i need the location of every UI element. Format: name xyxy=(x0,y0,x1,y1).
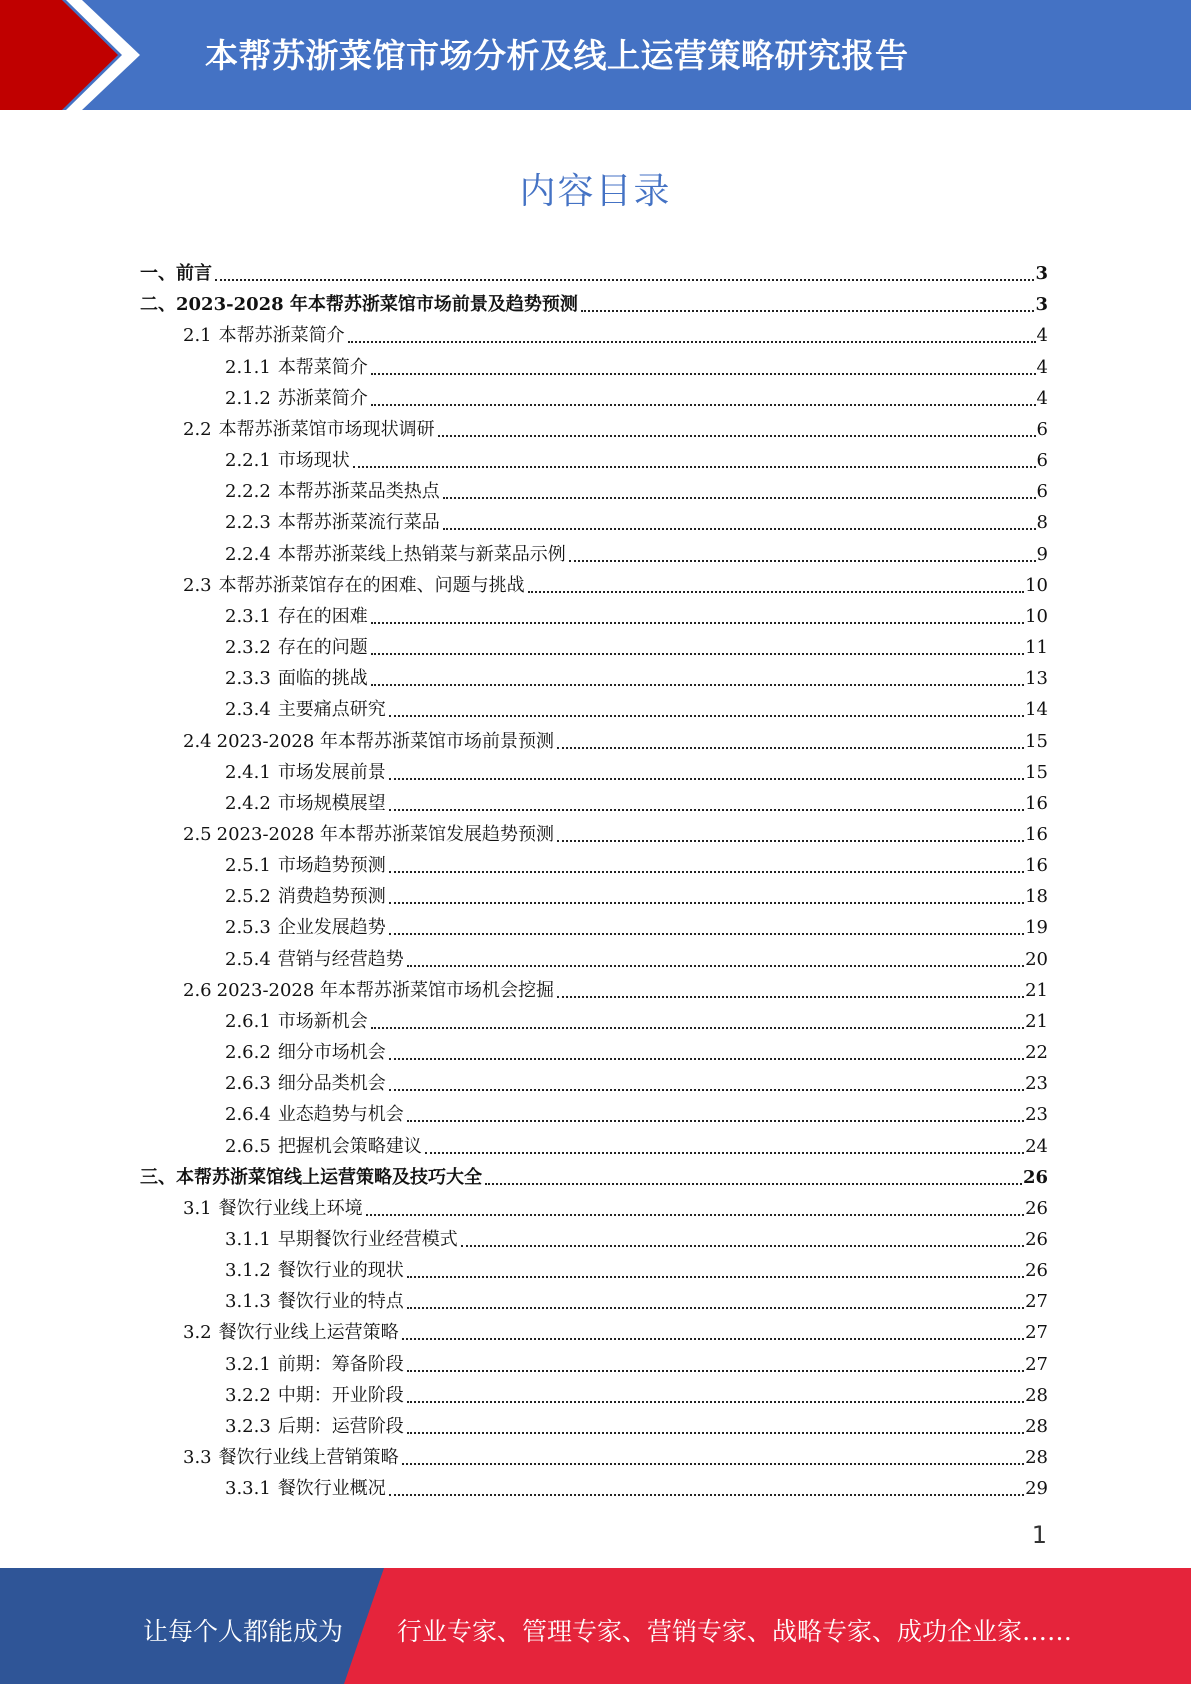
toc-entry[interactable] xyxy=(140,971,1048,1002)
toc-dot-leader xyxy=(389,715,1024,717)
toc-dot-leader xyxy=(371,622,1024,624)
toc-entry-page: 21 xyxy=(1025,1010,1048,1032)
footer-slogan-right: 行业专家、管理专家、营销专家、战略专家、成功企业家…… xyxy=(397,1617,1073,1646)
toc-entry-number: 2.3.1 xyxy=(225,605,271,627)
toc-entry-label: 苏浙菜简介 xyxy=(277,387,368,409)
toc-entry-label: 餐饮行业的现状 xyxy=(277,1260,404,1282)
toc-entry-number: 2.6.3 xyxy=(225,1073,271,1095)
toc-entry-page: 4 xyxy=(1036,325,1048,347)
toc-dot-leader xyxy=(402,1338,1024,1340)
toc-dot-leader xyxy=(461,1245,1024,1247)
toc-entry[interactable] xyxy=(140,534,1048,565)
toc-entry-label: 三、本帮苏浙菜馆线上运营策略及技巧大全 xyxy=(140,1166,482,1188)
toc-entry-number: 2.6.2 xyxy=(225,1042,271,1064)
toc-entry-page: 11 xyxy=(1025,637,1048,659)
toc-dot-leader xyxy=(407,1276,1024,1278)
toc-entry-page: 6 xyxy=(1036,450,1048,472)
toc-entry-label: 2023-2028 年本帮苏浙菜馆市场机会挖掘 xyxy=(216,979,555,1001)
toc-entry[interactable] xyxy=(140,347,1048,378)
toc-entry[interactable] xyxy=(140,1469,1048,1500)
toc-entry-number: 2.5.1 xyxy=(225,855,271,877)
toc-dot-leader xyxy=(353,466,1036,468)
toc-entry-number: 2.6 xyxy=(183,979,212,1001)
toc-entry[interactable] xyxy=(140,1189,1048,1220)
toc-entry-page: 28 xyxy=(1025,1415,1048,1437)
toc-entry-number: 3.1.2 xyxy=(225,1260,271,1282)
toc-entry-page: 26 xyxy=(1022,1166,1048,1188)
toc-entry-number: 2.2.1 xyxy=(225,450,271,472)
toc-dot-leader xyxy=(371,1027,1024,1029)
toc-entry-label: 市场发展前景 xyxy=(277,761,386,783)
toc-heading: 内容目录 xyxy=(519,171,672,212)
toc-entry[interactable] xyxy=(140,815,1048,846)
report-footer-band xyxy=(0,1568,1191,1684)
table-of-contents xyxy=(140,254,1048,1500)
toc-entry-number: 3.2.3 xyxy=(225,1415,271,1437)
toc-dot-leader xyxy=(389,871,1024,873)
toc-entry-number: 3.1 xyxy=(183,1197,212,1219)
toc-dot-leader xyxy=(371,684,1024,686)
toc-entry-number: 2.3.2 xyxy=(225,637,271,659)
toc-dot-leader xyxy=(557,996,1024,998)
toc-entry[interactable] xyxy=(140,690,1048,721)
toc-entry-label: 主要痛点研究 xyxy=(277,699,386,721)
toc-dot-leader xyxy=(389,1058,1024,1060)
toc-entry-label: 餐饮行业线上环境 xyxy=(218,1197,363,1219)
toc-entry[interactable] xyxy=(140,1407,1048,1438)
toc-entry-number: 2.2.4 xyxy=(225,543,271,565)
toc-entry[interactable] xyxy=(140,753,1048,784)
toc-entry-number: 2.4.2 xyxy=(225,792,271,814)
footer-slogan-left: 让每个人都能成为 xyxy=(143,1617,344,1646)
toc-entry[interactable] xyxy=(140,254,1048,285)
toc-entry[interactable] xyxy=(140,316,1048,347)
toc-entry-number: 2.6.4 xyxy=(225,1104,271,1126)
toc-entry-page: 3 xyxy=(1035,263,1048,285)
toc-entry[interactable] xyxy=(140,721,1048,752)
toc-entry-page: 8 xyxy=(1036,512,1048,534)
toc-dot-leader xyxy=(557,840,1024,842)
toc-entry-page: 4 xyxy=(1036,387,1048,409)
toc-entry-page: 27 xyxy=(1025,1322,1048,1344)
toc-entry-page: 26 xyxy=(1025,1229,1048,1250)
toc-entry-page: 28 xyxy=(1025,1447,1048,1469)
toc-entry-number: 2.3.4 xyxy=(225,699,271,721)
header-chevron-decoration xyxy=(0,0,160,110)
toc-entry-page: 16 xyxy=(1025,792,1048,814)
toc-entry-label: 本帮菜简介 xyxy=(277,356,368,378)
toc-dot-leader xyxy=(371,373,1036,375)
toc-dot-leader xyxy=(215,279,1034,281)
toc-entry[interactable] xyxy=(140,503,1048,534)
toc-entry-label: 市场现状 xyxy=(277,450,350,472)
toc-entry-page: 9 xyxy=(1036,543,1048,565)
toc-entry-number: 2.4 xyxy=(183,730,212,752)
toc-entry[interactable] xyxy=(140,1126,1048,1157)
toc-dot-leader xyxy=(389,1494,1024,1496)
toc-entry-number: 2.5 xyxy=(183,823,212,845)
toc-entry-label: 面临的挑战 xyxy=(277,668,368,690)
toc-dot-leader xyxy=(366,1214,1024,1216)
toc-dot-leader xyxy=(581,310,1035,312)
toc-entry-label: 本帮苏浙菜简介 xyxy=(218,325,345,347)
toc-dot-leader xyxy=(407,1401,1024,1403)
toc-entry-number: 3.2.2 xyxy=(225,1384,271,1406)
toc-dot-leader xyxy=(528,591,1024,593)
toc-entry-number: 2.1.1 xyxy=(225,356,271,378)
toc-entry-page: 23 xyxy=(1025,1104,1048,1126)
toc-entry[interactable] xyxy=(140,1095,1048,1126)
toc-entry-label: 细分品类机会 xyxy=(277,1073,386,1095)
toc-entry-label: 市场新机会 xyxy=(277,1010,368,1032)
toc-entry-label: 营销与经营趋势 xyxy=(277,948,404,970)
toc-entry-page: 20 xyxy=(1025,948,1048,970)
toc-entry-page: 4 xyxy=(1036,356,1048,378)
toc-entry-page: 16 xyxy=(1025,855,1048,877)
toc-entry[interactable] xyxy=(140,1438,1048,1469)
toc-dot-leader xyxy=(371,404,1036,406)
toc-entry-label: 本帮苏浙菜品类热点 xyxy=(277,481,440,503)
toc-entry-number: 2.5.4 xyxy=(225,948,271,970)
toc-entry-label: 前期：筹备阶段 xyxy=(277,1353,404,1375)
toc-entry-number: 2.5.3 xyxy=(225,917,271,939)
toc-entry-page: 3 xyxy=(1035,294,1048,316)
toc-dot-leader xyxy=(438,435,1036,437)
toc-entry-number: 3.1.3 xyxy=(225,1291,271,1313)
toc-entry-label: 本帮苏浙菜馆市场现状调研 xyxy=(218,418,435,440)
toc-entry-number: 2.3 xyxy=(183,574,212,596)
toc-entry-page: 14 xyxy=(1025,699,1048,721)
toc-entry-page: 27 xyxy=(1025,1353,1048,1375)
toc-entry[interactable] xyxy=(140,410,1048,441)
toc-entry-number: 2.4.1 xyxy=(225,761,271,783)
toc-entry-label: 存在的问题 xyxy=(277,637,368,659)
toc-entry-number: 2.5.2 xyxy=(225,886,271,908)
toc-entry-number: 2.1 xyxy=(183,325,212,347)
toc-dot-leader xyxy=(407,965,1024,967)
toc-entry-page: 27 xyxy=(1025,1291,1048,1313)
toc-entry-page: 15 xyxy=(1025,730,1048,752)
toc-entry-number: 2.2.3 xyxy=(225,512,271,534)
toc-entry-label: 一、前言 xyxy=(140,263,212,285)
toc-dot-leader xyxy=(348,341,1036,343)
toc-entry-number: 2.6.5 xyxy=(225,1135,271,1157)
toc-entry-label: 餐饮行业概况 xyxy=(277,1478,386,1500)
toc-dot-leader xyxy=(425,1152,1024,1154)
toc-entry[interactable] xyxy=(140,1158,1048,1189)
toc-entry-label: 餐饮行业线上营销策略 xyxy=(218,1447,399,1469)
toc-entry-page: 6 xyxy=(1036,481,1048,503)
report-header-band xyxy=(0,0,1191,110)
toc-entry-number: 3.2.1 xyxy=(225,1353,271,1375)
toc-entry-label: 2023-2028 年本帮苏浙菜馆市场前景预测 xyxy=(216,730,555,752)
toc-dot-leader xyxy=(443,497,1036,499)
toc-entry-page: 28 xyxy=(1025,1384,1048,1406)
toc-entry-label: 餐饮行业线上运营策略 xyxy=(218,1322,399,1344)
toc-entry-page: 6 xyxy=(1036,418,1048,440)
toc-dot-leader xyxy=(389,778,1024,780)
toc-entry[interactable] xyxy=(140,628,1048,659)
toc-entry-label: 二、2023-2028 年本帮苏浙菜馆市场前景及趋势预测 xyxy=(140,294,578,316)
toc-entry[interactable] xyxy=(140,566,1048,597)
report-title: 本帮苏浙菜馆市场分析及线上运营策略研究报告 xyxy=(205,36,909,75)
toc-dot-leader xyxy=(402,1463,1024,1465)
toc-entry-label: 企业发展趋势 xyxy=(277,917,386,939)
toc-entry-label: 存在的困难 xyxy=(277,605,368,627)
toc-dot-leader xyxy=(407,1432,1024,1434)
toc-entry[interactable] xyxy=(140,659,1048,690)
toc-entry[interactable] xyxy=(140,1220,1048,1251)
toc-dot-leader xyxy=(485,1183,1022,1185)
toc-entry-label: 业态趋势与机会 xyxy=(277,1104,404,1126)
toc-dot-leader xyxy=(557,747,1024,749)
toc-entry[interactable] xyxy=(140,784,1048,815)
toc-entry[interactable] xyxy=(140,939,1048,970)
toc-entry[interactable] xyxy=(140,1002,1048,1033)
toc-entry-page: 19 xyxy=(1025,917,1048,939)
toc-entry[interactable] xyxy=(140,379,1048,410)
toc-entry-page: 16 xyxy=(1025,823,1048,845)
toc-entry-number: 3.2 xyxy=(183,1322,212,1344)
toc-entry-number: 2.6.1 xyxy=(225,1010,271,1032)
toc-entry-label: 市场趋势预测 xyxy=(277,855,386,877)
toc-entry-page: 24 xyxy=(1025,1135,1048,1157)
toc-entry[interactable] xyxy=(140,441,1048,472)
toc-entry-label: 消费趋势预测 xyxy=(277,886,386,908)
toc-entry-page: 15 xyxy=(1025,761,1048,783)
toc-entry-number: 2.2.2 xyxy=(225,481,271,503)
toc-dot-leader xyxy=(389,902,1024,904)
toc-entry-page: 10 xyxy=(1025,574,1048,596)
toc-entry[interactable] xyxy=(140,1344,1048,1375)
toc-entry-label: 早期餐饮行业经营模式 xyxy=(277,1229,458,1250)
toc-entry-label: 本帮苏浙菜馆存在的困难、问题与挑战 xyxy=(218,574,525,596)
toc-entry-label: 把握机会策略建议 xyxy=(277,1135,422,1157)
toc-entry-label: 餐饮行业的特点 xyxy=(277,1291,404,1313)
toc-entry[interactable] xyxy=(140,846,1048,877)
toc-entry-number: 3.3.1 xyxy=(225,1478,271,1500)
toc-entry-page: 10 xyxy=(1025,605,1048,627)
toc-dot-leader xyxy=(407,1307,1024,1309)
toc-entry[interactable] xyxy=(140,1282,1048,1313)
toc-entry[interactable] xyxy=(140,877,1048,908)
toc-entry[interactable] xyxy=(140,908,1048,939)
toc-entry[interactable] xyxy=(140,597,1048,628)
toc-dot-leader xyxy=(443,528,1036,530)
toc-entry[interactable] xyxy=(140,1313,1048,1344)
toc-entry-number: 2.3.3 xyxy=(225,668,271,690)
toc-entry-label: 中期：开业阶段 xyxy=(277,1384,404,1406)
toc-entry[interactable] xyxy=(140,1033,1048,1064)
toc-entry-number: 3.3 xyxy=(183,1447,212,1469)
toc-dot-leader xyxy=(389,933,1024,935)
toc-entry-page: 29 xyxy=(1025,1478,1048,1500)
toc-dot-leader xyxy=(389,809,1024,811)
toc-entry-label: 本帮苏浙菜流行菜品 xyxy=(277,512,440,534)
toc-entry-label: 后期：运营阶段 xyxy=(277,1415,404,1437)
toc-dot-leader xyxy=(407,1370,1024,1372)
toc-entry[interactable] xyxy=(140,472,1048,503)
toc-entry-number: 2.1.2 xyxy=(225,387,271,409)
toc-entry-number: 3.1.1 xyxy=(225,1229,271,1250)
toc-dot-leader xyxy=(371,653,1024,655)
toc-entry-page: 22 xyxy=(1025,1042,1048,1064)
toc-entry-label: 市场规模展望 xyxy=(277,792,386,814)
toc-entry[interactable] xyxy=(140,1376,1048,1407)
toc-entry[interactable] xyxy=(140,1064,1048,1095)
toc-entry-label: 细分市场机会 xyxy=(277,1042,386,1064)
toc-entry[interactable] xyxy=(140,285,1048,316)
toc-entry-page: 21 xyxy=(1025,979,1048,1001)
toc-entry[interactable] xyxy=(140,1251,1048,1282)
toc-dot-leader xyxy=(389,1089,1024,1091)
toc-entry-page: 26 xyxy=(1025,1260,1048,1282)
toc-entry-label: 本帮苏浙菜线上热销菜与新菜品示例 xyxy=(277,543,566,565)
toc-entry-page: 13 xyxy=(1025,668,1048,690)
toc-dot-leader xyxy=(407,1120,1024,1122)
toc-dot-leader xyxy=(569,560,1036,562)
page-number: 1 xyxy=(1031,1521,1047,1549)
toc-entry-page: 26 xyxy=(1025,1197,1048,1219)
toc-entry-page: 18 xyxy=(1025,886,1048,908)
toc-entry-number: 2.2 xyxy=(183,418,212,440)
toc-entry-page: 23 xyxy=(1025,1073,1048,1095)
toc-entry-label: 2023-2028 年本帮苏浙菜馆发展趋势预测 xyxy=(216,823,555,845)
